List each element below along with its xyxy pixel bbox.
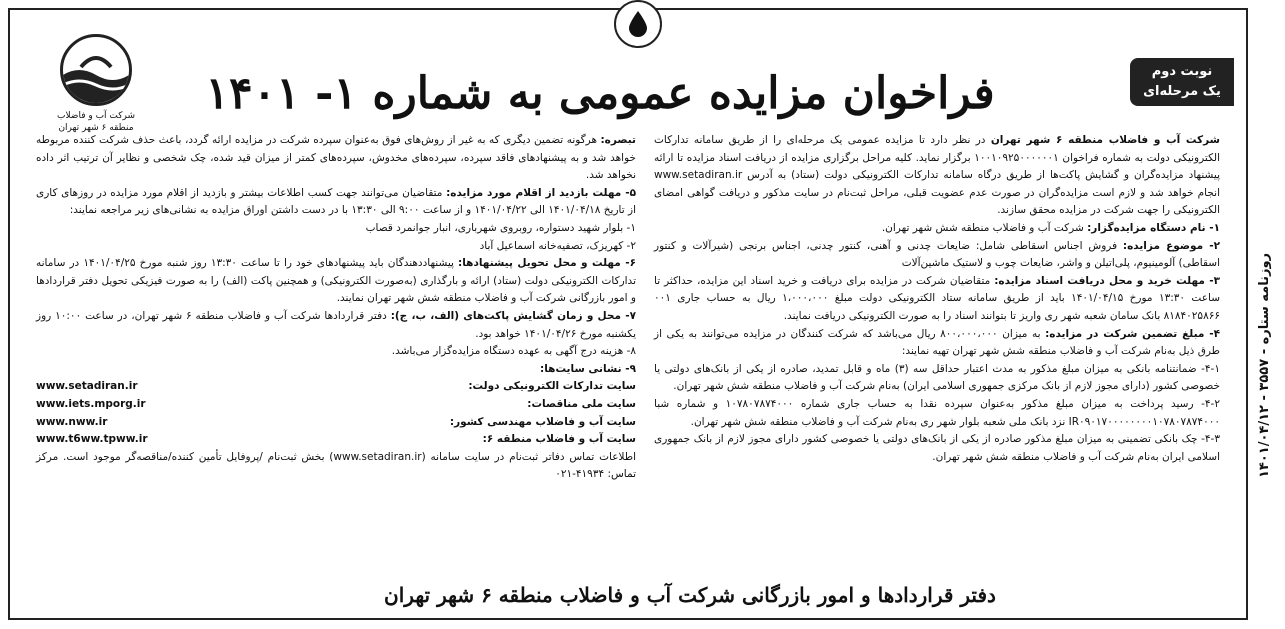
section-6 bbox=[36, 255, 636, 308]
section-4-3: ۴-۳- چک بانکی تضمینی به میزان مبلغ مذکور صادره از یکی از بانک‌های دولتی یا خصوصی کشور دارای مجوز لازم از بانک جمهوری اسلامی ایران به‌نام شرکت آب و فاضلاب منطقه شش شهر تهران. bbox=[654, 433, 1220, 463]
section-5 bbox=[36, 185, 636, 220]
note-text: هرگونه تضمین دیگری که به غیر از روش‌های فوق به‌عنوان سپرده شرکت در مزایده ارائه گردد، باعث حذف شرکت کننده مربوطه خواهد شد و به پیشنهادهای فاقد سپرده، سپرده‌های مخدوش، سپرده‌های کمتر از میزان قید شده، چک شخصی و نظایر آن ترتیب اثر داده نخواهد شد. bbox=[36, 134, 636, 182]
badge-line1: نوبت دوم bbox=[1151, 64, 1213, 79]
section-1 bbox=[654, 220, 1220, 238]
section-5-label: ۵- مهلت بازدید از اقلام مورد مزایده: bbox=[446, 186, 636, 199]
section-6-label: ۶- مهلت و محل تحویل پیشنهادها: bbox=[458, 257, 637, 270]
contact-info: اطلاعات تماس دفاتر ثبت‌نام در سایت سامانه (www.setadiran.ir) بخش ثبت‌نام /پروفایل تأمین کننده/مناقصه‌گر موجود است. مرکز تماس: ۴۱۹۳۴-۰۲۱ bbox=[36, 450, 636, 481]
section-2-text: فروش اجناس اسقاطی شامل: ضایعات چدنی و آهنی، کنتور چدنی، اجناس برنجی (شیرآلات و کنتور اسقاطی) آلومینیوم، پلی‌اتیلن و واشر، ضایعات چوب و لاستیک ماشین‌آلات bbox=[654, 239, 1220, 270]
section-7-label: ۷- محل و زمان گشایش پاکت‌های (الف، ب، ج): bbox=[390, 309, 636, 322]
page-title: فراخوان مزایده عمومی به شماره ۱- ۱۴۰۱ bbox=[205, 68, 995, 119]
section-4-2: ۴-۲- رسید پرداخت به میزان مبلغ مذکور به‌عنوان سپرده نقدا به حساب جاری شماره ۱۰۷۸۰۷۸۷۴۰۰۰ و شماره شبا IR۰۹۰۱۷۰۰۰۰۰۰۰۰۱۰۷۸۰۷۸۷۴۰۰۰ نزد بانک ملی شعبه بلوار شهر ری به‌نام شرکت آب و فاضلاب منطقه شش شهر تهران. bbox=[654, 397, 1220, 428]
intro-bold: شرکت آب و فاضلاب منطقه ۶ شهر تهران bbox=[990, 134, 1220, 146]
site-label: سایت آب و فاضلاب منطقه ۶: bbox=[482, 433, 636, 446]
intro-paragraph bbox=[654, 132, 1220, 220]
section-4 bbox=[654, 326, 1220, 361]
intro-text: در نظر دارد تا مزایده عمومی یک مرحله‌ای را از طریق سامانه تدارکات الکترونیکی دولت به شماره فراخوان ۱۰۰۱۰۹۲۵۰۰۰۰۰۰۱ برگزار نماید. کلیه مراحل برگزاری مزایده از دریافت اسناد مزایده تا ارائه پیشنهاد مزایده‌گران و گشایش پاکت‌ها از طریق درگاه سامانه تدارکات الکترونیکی دولت (ستاد) به آدرس www.setadiran.ir انجام خواهد شد و لازم است مزایده‌گران در صورت عدم عضویت قبلی، مراحل ثبت‌نام در سایت مذکور و دریافت گواهی امضای الکترونیکی را جهت شرکت در مزایده محقق سازند. bbox=[654, 134, 1220, 217]
section-3 bbox=[654, 273, 1220, 326]
section-5-2: ۲- کهریزک، تصفیه‌خانه اسماعیل آباد bbox=[479, 239, 636, 252]
newspaper-strip bbox=[1254, 150, 1276, 580]
section-4-1: ۴-۱- ضمانتنامه بانکی به میزان مبلغ مذکور به مدت اعتبار حداقل سه (۳) ماه و قابل تمدید، صادره از یکی از بانک‌های دولتی یا خصوصی کشور (دارای مجوز لازم از بانک مرکزی جمهوری اسلامی ایران) به‌نام شرکت آب و فاضلاب منطقه شش شهر تهران. bbox=[654, 362, 1220, 393]
site-url[interactable]: www.iets.mporg.ir bbox=[36, 397, 146, 410]
section-7-text: دفتر قراردادها شرکت آب و فاضلاب منطقه ۶ شهر تهران، در ساعت ۱۰:۰۰ روز یکشنبه مورخ ۱۴۰۱/۰۴/۲۶ خواهد بود. bbox=[36, 309, 636, 340]
logo-caption-line1: شرکت آب و فاضلاب bbox=[56, 111, 136, 121]
section-3-text: متقاضیان شرکت در مزایده برای دریافت و خرید اسناد این مزایده، حداکثر تا ساعت ۱۳:۳۰ مورخ ۱۴۰۱/۰۴/۱۵ باید از طریق سامانه ستاد الکترونیکی دولت مبلغ ۱،۰۰۰،۰۰۰ ریال به حساب جاری ۰۰۱ ۸۱۸۴۰۲۵۸۶۶ بانک سامان شعبه شهر ری واریز تا بتوانند اسناد را به صورت الکترونیکی دریافت نمایند. bbox=[654, 274, 1220, 322]
site-url[interactable]: www.setadiran.ir bbox=[36, 380, 138, 393]
logo-emblem-icon bbox=[60, 34, 132, 106]
section-7 bbox=[36, 308, 636, 343]
badge-line2: یک مرحله‌ای bbox=[1143, 84, 1221, 99]
site-label: سایت تدارکات الکترونیکی دولت: bbox=[468, 380, 636, 393]
section-4-label: ۴- مبلغ تضمین شرکت در مزایده: bbox=[1045, 327, 1220, 340]
section-1-text: شرکت آب و فاضلاب منطقه شش شهر تهران. bbox=[881, 221, 1088, 234]
site-label: سایت ملی مناقصات: bbox=[527, 397, 636, 410]
section-9-label: ۹- نشانی سایت‌ها: bbox=[540, 362, 636, 375]
site-row bbox=[36, 378, 636, 396]
site-url[interactable]: www.nww.ir bbox=[36, 415, 108, 428]
sites-list bbox=[36, 378, 636, 448]
site-label: سایت آب و فاضلاب مهندسی کشور: bbox=[449, 415, 636, 428]
note-paragraph bbox=[36, 132, 636, 185]
newspaper-strip-text: روزنامه ستاره - ۳۵۵۷ - ۱۴۰۱/۰۴/۱۲ bbox=[1257, 252, 1273, 478]
right-column bbox=[654, 132, 1220, 466]
company-logo bbox=[36, 20, 156, 134]
footer-signature: دفتر قراردادها و امور بازرگانی شرکت آب و فاضلاب منطقه ۶ شهر تهران bbox=[384, 583, 996, 607]
section-1-label: ۱- نام دستگاه مزایده‌گزار: bbox=[1087, 221, 1220, 234]
section-5-text: متقاضیان می‌توانند جهت کسب اطلاعات بیشتر و بازدید از اقلام مورد مزایده در روزهای کاری از تاریخ ۱۴۰۱/۰۴/۱۸ الی ۱۴۰۱/۰۴/۲۲ و از ساعت ۹:۰۰ الی ۱۳:۳۰ با در دست داشتن اوراق مزایده به نشانی‌های زیر مراجعه نمایند: bbox=[36, 186, 636, 217]
section-6-text: پیشنهاددهندگان باید پیشنهادهای خود را تا ساعت ۱۳:۳۰ روز شنبه مورخ ۱۴۰۱/۰۴/۲۵ در سامانه تدارکات الکترونیکی دولت (ستاد) ارائه و بارگذاری (به‌صورت الکترونیکی) و همچنین پاکت (الف) را به صورت فیزیکی تحویل دفتر قراردادها و امور بازرگانی شرکت آب و فاضلاب منطقه شش شهر تهران نمایند. bbox=[36, 257, 636, 305]
logo-caption-line2: منطقه ۶ شهر تهران bbox=[58, 123, 134, 133]
water-drop-icon bbox=[614, 0, 662, 48]
section-5-1: ۱- بلوار شهید دستواره، روبروی شهرباری، انبار جوانمرد قصاب bbox=[365, 221, 636, 234]
section-2-label: ۲- موضوع مزایده: bbox=[1122, 239, 1220, 252]
section-2 bbox=[654, 238, 1220, 273]
left-column bbox=[36, 132, 636, 484]
round-badge bbox=[1130, 58, 1234, 106]
section-8: ۸- هزینه درج آگهی به عهده دستگاه مزایده‌گزار می‌باشد. bbox=[391, 345, 636, 358]
section-3-label: ۳- مهلت خرید و محل دریافت اسناد مزایده: bbox=[994, 274, 1220, 287]
site-row bbox=[36, 414, 636, 432]
site-row bbox=[36, 431, 636, 449]
site-row bbox=[36, 396, 636, 414]
note-label: تبصره: bbox=[600, 134, 636, 146]
section-4-text: به میزان ۸۰۰،۰۰۰،۰۰۰ ریال می‌باشد که شرکت کنندگان در مزایده می‌توانند به یکی از طرق ذیل به‌نام شرکت آب و فاضلاب منطقه شش شهر تهران تهیه نمایند: bbox=[654, 327, 1220, 358]
site-url[interactable]: www.t6ww.tpww.ir bbox=[36, 433, 148, 446]
